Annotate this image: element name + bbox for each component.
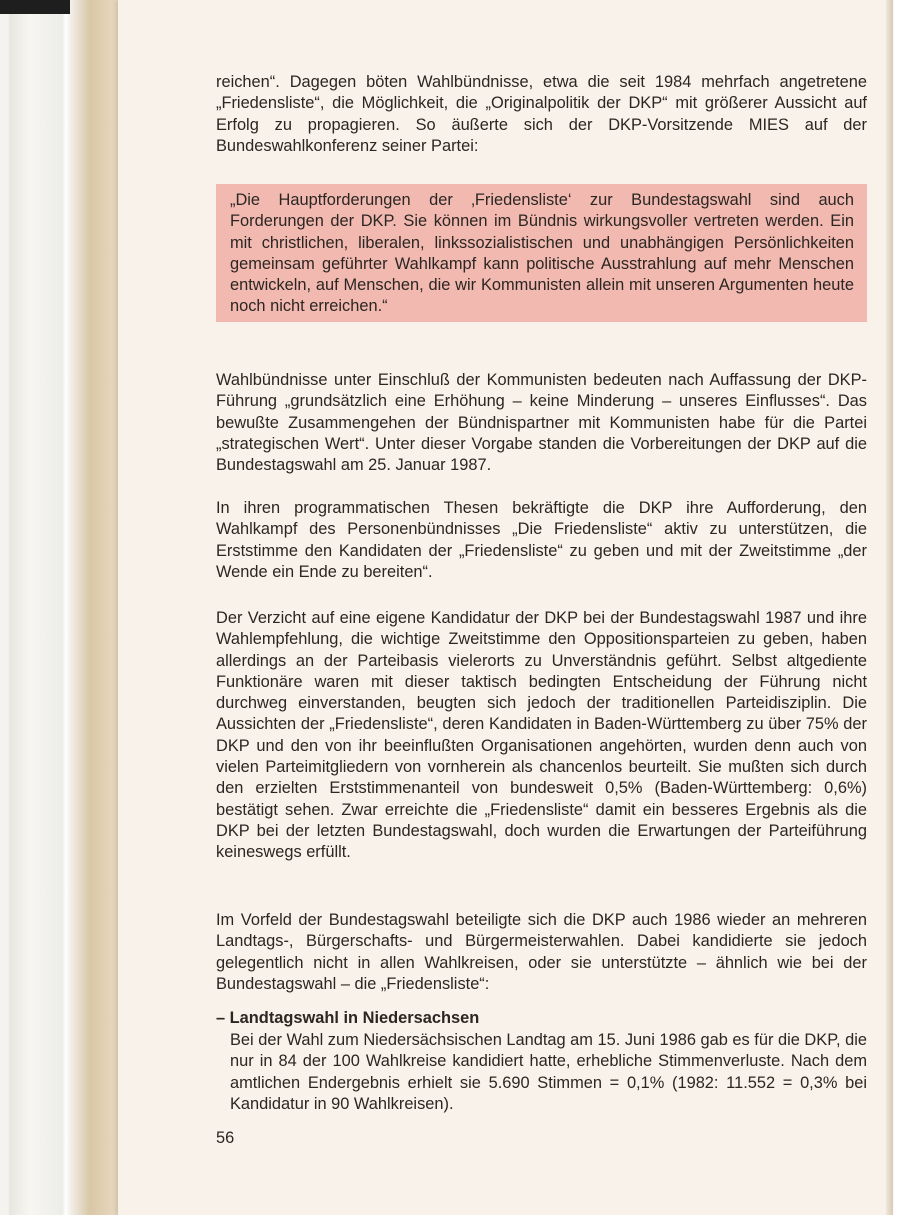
intro-paragraph xyxy=(216,72,867,157)
page-number: 56 xyxy=(216,1129,235,1147)
paragraph-text: Der Verzicht auf eine eigene Kandidatur der DKP bei der Bundestagswahl 1987 und ihre Wahlempfehlung, die wichtige Zweitstimme den Oppositionsparteien zu geben, haben allerdings an der Parteibasis vielerorts zu Unverständnis geführt. Selbst altgediente Funktionäre waren mit dieser taktisch bedingten Entscheidung der Führung nicht durchweg einverstanden, beugten sich jedoch der traditionellen Parteidisziplin. Die Aussichten der „Friedensliste“, deren Kandidaten in Baden-Württemberg zu über 75% der DKP und den von ihr beeinflußten Organisationen angehörten, wurden denn auch von vielen Parteimitgliedern von vornherein als chancenlos beurteilt. Sie mußten sich durch den erzielten Erststimmenanteil von bundesweit 0,5% (Baden-Württemberg: 0,6%) bestätigt sehen. Zwar erreichte die „Friedensliste“ damit ein besseres Ergebnis als die DKP bei der letzten Bundestagswahl, doch wurden die Erwartungen der Parteiführung keineswegs erfüllt. xyxy=(216,609,867,862)
page-edge xyxy=(886,0,893,1215)
paragraph-4 xyxy=(216,910,867,995)
paragraph-text: In ihren programmatischen Thesen bekräftigte die DKP ihre Aufforderung, den Wahlkampf des Personenbündnisses „Die Friedensliste“ aktiv zu unterstützen, die Erststimme den Kandidaten der „Friedensliste“ zu geben und mit der Zweitstimme „der Wende ein Ende zu bereiten“. xyxy=(216,499,867,581)
intro-text: reichen“. Dagegen böten Wahlbündnisse, etwa die seit 1984 mehrfach angetretene „Friedensliste“, die Möglichkeit, die „Originalpolitik der DKP“ mit größerer Aussicht auf Erfolg zu propagieren. So äußerte sich der DKP-Vorsitzende MIES auf der Bundeswahlkonferenz seiner Partei: xyxy=(216,73,867,155)
quote-text: „Die Hauptforderungen der ‚Friedensliste‘ zur Bundestagswahl sind auch Forderungen der DKP. Sie können im Bündnis wirkungsvoller vertreten werden. Ein mit christlichen, liberalen, linkssozialistischen und unabhängigen Persönlichkeiten gemeinsam geführter Wahlkampf kann politische Ausstrahlung auf mehr Menschen entwickeln, auf Menschen, die wir Kommunisten allein mit unseren Argumenten heute noch nicht erreichen.“ xyxy=(230,191,854,316)
paragraph-2 xyxy=(216,498,867,583)
section-body-text: Bei der Wahl zum Niedersächsischen Landtag am 15. Juni 1986 gab es für die DKP, die nur in 84 der 100 Wahlkreise kandidiert hatte, erhebliche Stimmenverluste. Nach dem amtlichen Endergebnis erhielt sie 5.690 Stimmen = 0,1% (1982: 11.552 = 0,3% bei Kandidatur in 90 Wahlkreisen). xyxy=(230,1031,867,1113)
highlighted-quote xyxy=(216,184,867,322)
scan-binding-gutter xyxy=(0,0,130,1215)
paragraph-text: Im Vorfeld der Bundestagswahl beteiligte sich die DKP auch 1986 wieder an mehreren Landtags-, Bürgerschafts- und Bürgermeisterwahlen. Dabei kandidierte sie jedoch gelegentlich nicht in allen Wahlkreisen, oder sie unterstützte – ähnlich wie bei der Bundestagswahl – die „Friedensliste“: xyxy=(216,911,867,993)
paragraph-3 xyxy=(216,608,867,864)
section-body xyxy=(230,1030,867,1115)
paragraph-text: Wahlbündnisse unter Einschluß der Kommunisten bedeuten nach Auffassung der DKP-Führung „grundsätzlich eine Erhöhung – keine Minderung – unseres Einflusses“. Das bewußte Zusammengehen der Bündnispartner mit Kommunisten habe für die Partei „strategischen Wert“. Unter dieser Vorgabe standen die Vorbereitungen der DKP auf die Bundestagswahl am 25. Januar 1987. xyxy=(216,371,867,475)
paragraph-1 xyxy=(216,370,867,476)
section-heading: – Landtagswahl in Niedersachsen xyxy=(216,1009,480,1027)
scan-edge-shadow xyxy=(0,0,70,14)
